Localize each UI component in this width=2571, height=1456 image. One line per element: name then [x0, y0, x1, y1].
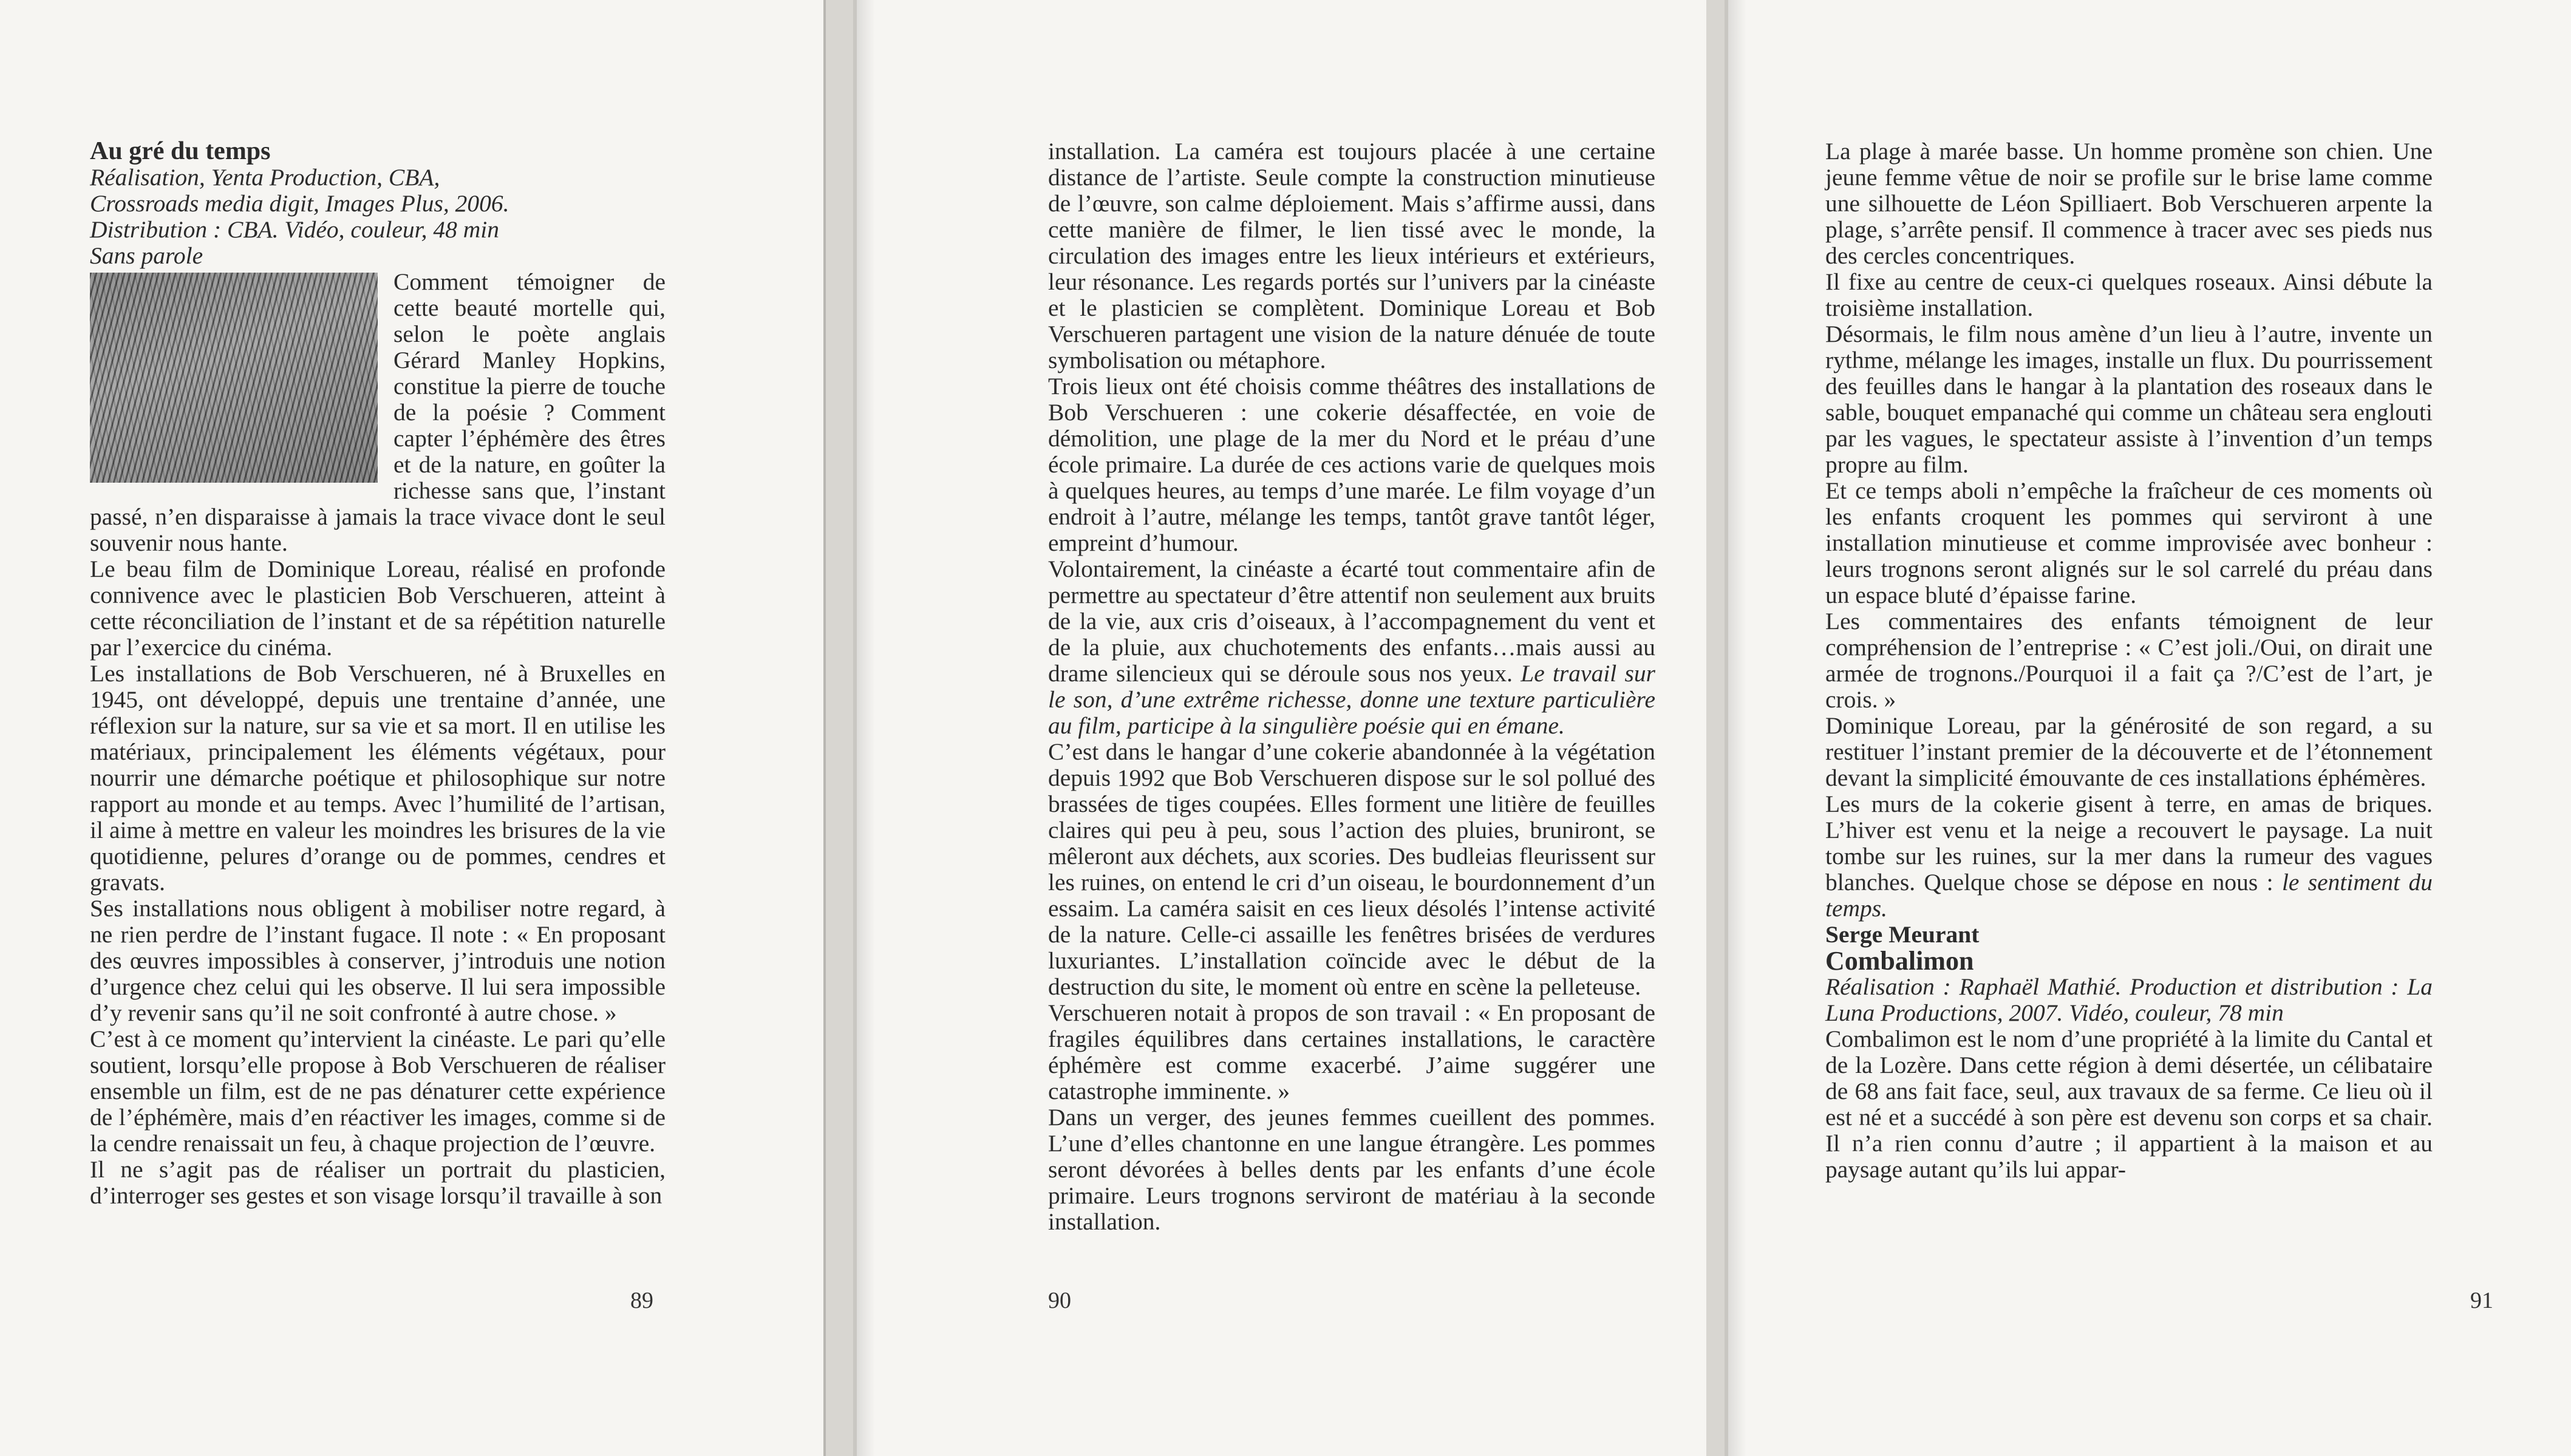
paragraph: Désormais, le film nous amène d’un lieu à l’autre, invente un rythme, mélange les images, installe un flux. Du pourrissement des feuilles dans le hangar à la plantation des roseaux dans le sable, bouquet empanaché qui comme un château sera englouti par les vagues, le spectateur assiste à l’invention d’un temps propre au film.: [1825, 321, 2433, 478]
paragraph: Comment témoigner de cette beauté mortelle qui, selon le poète anglais Gérard Manley Hopkins, constitue la pierre de touche de la poésie ? Comment capter l’éphémère des êtres et de la nature, en goûter la richesse sans que, l’instant passé, n’en disparaisse à jamais la trace vivace dont le seul souvenir nous hante.: [90, 268, 666, 556]
paragraph: C’est dans le hangar d’une cokerie abandonnée à la végétation depuis 1992 que Bob Verschueren dispose sur le sol pollué des brassées de tiges coupées. Elles forment une litière de feuilles claires qui peu à peu, sous l’action des pluies, bruniront, se mêleront aux déchets, aux scories. Des budleias fleurissent sur les ruines, on entend le cri d’un oiseau, le bourdonnement d’un essaim. La caméra saisit en ces lieux désolés l’intense activité de la nature. Celle-ci assaille les fenêtres brisées de verdures luxuriantes. L’installation coïncide avec le début de la destruction du site, le moment où entre en scène la pelleteuse.: [1048, 738, 1655, 1000]
page-90: [853, 0, 1706, 1456]
author-signature: Serge Meurant: [1825, 921, 1980, 948]
credits-line: Réalisation, Yenta Production, CBA,: [90, 164, 440, 191]
paragraph: Il ne s’agit pas de réaliser un portrait du plasticien, d’interroger ses gestes et son visage lorsqu’il travaille à son: [90, 1156, 666, 1209]
credits-line: Crossroads media digit, Images Plus, 2006.: [90, 190, 509, 217]
article-credits: [90, 165, 666, 269]
paragraph: La plage à marée basse. Un homme promène son chien. Une jeune femme vêtue de noir se profile sur le brise lame comme une silhouette de Léon Spilliaert. Bob Verschueren arpente la plage, s’arrête pensif. Il commence à tracer avec ses pieds nus des cercles concentriques.: [1825, 138, 2433, 269]
paragraph: C’est à ce moment qu’intervient la cinéaste. Le pari qu’elle soutient, lorsqu’elle propose à Bob Verschueren de réaliser ensemble un film, est de ne pas dénaturer cette expérience de l’éphémère, mais d’en réactiver les images, comme si de la cendre renaissait un feu, à chaque projection de l’œuvre.: [90, 1026, 666, 1157]
paragraph: Dominique Loreau, par la générosité de son regard, a su restituer l’instant premier de la découverte et de l’étonnement devant la simplicité émouvante de ces installations éphémères.: [1825, 712, 2433, 791]
paragraph: installation. La caméra est toujours placée à une certaine distance de l’artiste. Seule compte la construction minutieuse de l’œuvre, son calme déploiement. Mais s’affirme aussi, dans cette manière de filmer, le lien tissé avec le monde, la circulation des images entre les lieux intérieurs et extérieurs, leur résonance. Les regards portés sur l’univers par la cinéaste et le plasticien se complètent. Dominique Loreau et Bob Verschueren partagent une vision de la nature dénuée de toute symbolisation ou métaphore.: [1048, 138, 1655, 373]
article-credits: Réalisation : Raphaël Mathié. Production et distribution : La Luna Productions, 2007. Vidéo, couleur, 78 min: [1825, 973, 2433, 1026]
paragraph-text: Volontairement, la cinéaste a écarté tout commentaire afin de permettre au spectateur d’être attentif non seulement aux bruits de la vie, aux cris d’oiseaux, à l’accompagnement du vent et de la pluie, aux chuchotements des enfants…mais aussi au drame silencieux qui se déroule sous nos yeux.: [1048, 556, 1655, 687]
paragraph: Les commentaires des enfants témoignent de leur compréhension de l’entreprise : « C’est joli./Oui, on dirait une armée de trognons./Pourquoi il a fait ça ?/C’est de l’art, je crois. »: [1825, 608, 2433, 713]
paragraph: Ses installations nous obligent à mobiliser notre regard, à ne rien perdre de l’instant fugace. Il note : « En proposant des œuvres impossibles à conserver, j’introduis une notion d’urgence chez celui qui les observe. Il lui sera impossible d’y revenir sans qu’il ne soit confronté à autre chose. »: [90, 895, 666, 1026]
paragraph: Il fixe au centre de ceux-ci quelques roseaux. Ainsi débute la troisième installation.: [1825, 268, 2433, 321]
paragraph-text: Les murs de la cokerie gisent à terre, en amas de briques. L’hiver est venu et la neige a recouvert le paysage. La nuit tombe sur les ruines, sur la mer dans la rumeur des vagues blanches. Quelque chose se dépose en nous :: [1825, 791, 2433, 896]
paragraph: Et ce temps aboli n’empêche la fraîcheur de ces moments où les enfants croquent les pommes qui serviront à une installation minutieuse et comme improvisée avec bonheur : leurs trognons seront alignés sur le sol carrelé du préau dans un espace bluté d’épaisse farine.: [1825, 477, 2433, 608]
gutter-shadow: [857, 0, 875, 1456]
text-column: [90, 138, 666, 1209]
paragraph: Verschueren notait à propos de son travail : « En proposant de fragiles équilibres dans certaines installations, le caractère éphémère est comme exacerbé. J’aime suggérer une catastrophe imminente. »: [1048, 999, 1655, 1104]
paragraph: Dans un verger, des jeunes femmes cueillent des pommes. L’une d’elles chantonne en une langue étrangère. Les pommes seront dévorées à belles dents par les enfants d’une école primaire. Leurs trognons serviront de matériau à la seconde installation.: [1048, 1104, 1655, 1235]
gutter-shadow: [1728, 0, 1746, 1456]
text-column: [1048, 138, 1655, 1235]
paragraph: Les installations de Bob Verschueren, né à Bruxelles en 1945, ont développé, depuis une trentaine d’année, une réflexion sur la nature, sur sa vie et sa mort. Il en utilise les matériaux, principalement les éléments végétaux, pour nourrir une démarche poétique et philosophique sur notre rapport au monde et au temps. Avec l’humilité de l’artisan, il aime à mettre en valeur les moindres les brisures de la vie quotidienne, pelures d’orange ou de pommes, cendres et gravats.: [90, 660, 666, 896]
paragraph: [1048, 556, 1655, 739]
paragraph: Combalimon est le nom d’une propriété à la limite du Cantal et de la Lozère. Dans cette région à demi désertée, un célibataire de 68 ans fait face, seul, aux travaux de sa ferme. Ce lieu où il est né et a succédé à son père est devenu son corps et sa chair. Il n’a rien connu d’autre ; il appartient à la maison et au paysage autant qu’ils lui appar-: [1825, 1026, 2433, 1183]
credits-line: Distribution : CBA. Vidéo, couleur, 48 min: [90, 216, 500, 243]
credits-line: Sans parole: [90, 242, 203, 269]
page-number: 90: [1048, 1288, 1071, 1313]
film-still-image: [90, 273, 378, 483]
page-number: 91: [2470, 1288, 2493, 1313]
italic-text: Le travail sur le son, d’une extrême richesse, donne une texture particulière au film, participe à la singulière poésie qui en émane.: [1048, 660, 1656, 739]
italic-text: le sentiment du temps.: [1825, 869, 2433, 922]
page-91: [1725, 0, 2571, 1456]
paragraph: [1825, 791, 2433, 922]
article-title: Combalimon: [1825, 946, 1974, 976]
paragraph: Le beau film de Dominique Loreau, réalisé en profonde connivence avec le plasticien Bob Verschueren, atteint à cette réconciliation de l’instant et de sa répétition naturelle par l’exercice du cinéma.: [90, 556, 666, 661]
article-title: Au gré du temps: [90, 137, 271, 165]
text-column: [1825, 138, 2433, 1183]
page-number: 89: [630, 1288, 653, 1313]
page-89: [0, 0, 826, 1456]
paragraph: Trois lieux ont été choisis comme théâtres des installations de Bob Verschueren : une cokerie désaffectée, en voie de démolition, une plage de la mer du Nord et le préau d’une école primaire. La durée de ces actions varie de quelques mois à quelques heures, au temps d’une marée. Le film voyage d’un endroit à l’autre, mélange les temps, tantôt grave tantôt léger, empreint d’humour.: [1048, 373, 1655, 556]
